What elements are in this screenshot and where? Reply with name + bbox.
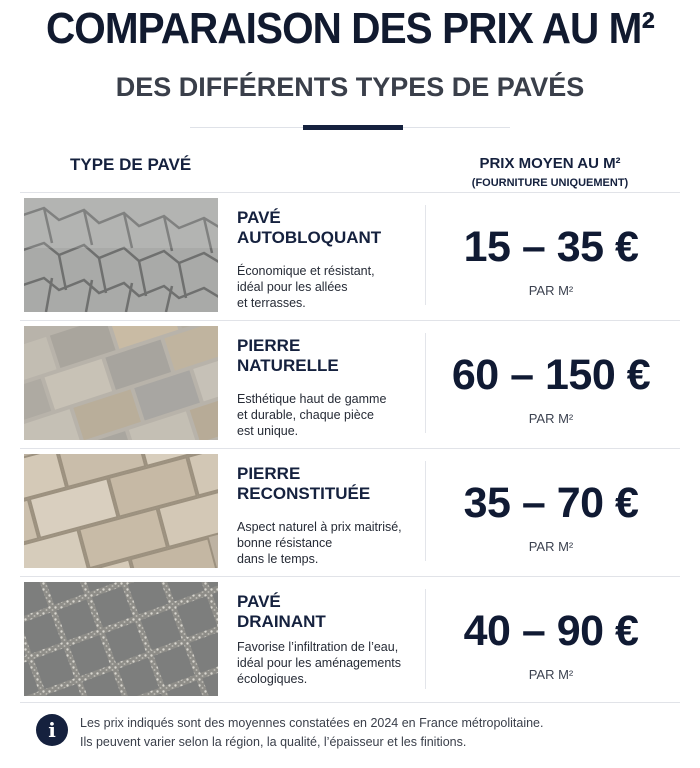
column-header-price-note: (FOURNITURE UNIQUEMENT)	[471, 177, 629, 189]
paver-description-line: dans le temps.	[237, 552, 319, 566]
paver-description-line: idéal pour les aménagements	[237, 656, 401, 670]
paver-name-line: NATURELLE	[237, 356, 339, 375]
price-range: 15 – 35 €	[463, 223, 639, 271]
paver-description-line: idéal pour les allées	[237, 280, 348, 294]
column-header-price-label: PRIX MOYEN AU M²	[479, 155, 621, 172]
page-title: COMPARAISON DES PRIX AU M²	[45, 4, 655, 53]
paver-row-drainant	[0, 577, 700, 702]
title-divider-accent	[303, 125, 403, 130]
interlocking-paver-image	[24, 198, 218, 312]
paver-name-line: AUTOBLOQUANT	[237, 228, 382, 247]
reconstituted-stone-image	[24, 454, 218, 568]
paver-name-line: DRAINANT	[237, 612, 326, 631]
natural-stone-image	[24, 326, 218, 440]
paver-description-line: Aspect naturel à prix maitrisé,	[237, 520, 402, 534]
paver-description-line: et durable, chaque pièce	[237, 408, 374, 422]
footer-note-line: Ils peuvent varier selon la région, la qualité, l’épaisseur et les finitions.	[80, 735, 467, 749]
paver-row-pierre-reconstituee	[0, 449, 700, 574]
price-range: 40 – 90 €	[463, 607, 639, 655]
paver-row-pierre-naturelle	[0, 321, 700, 446]
column-header-type: TYPE DE PAVÉ	[70, 155, 192, 174]
paver-row-autobloquant	[0, 193, 700, 318]
price-unit: PAR M²	[528, 411, 574, 426]
paver-description-line: Économique et résistant,	[237, 264, 375, 278]
footer-divider	[20, 702, 680, 703]
permeable-paver-image	[24, 582, 218, 696]
paver-description	[237, 519, 422, 567]
price-unit: PAR M²	[528, 667, 574, 682]
paver-name	[237, 208, 381, 248]
paver-name	[237, 592, 326, 632]
paver-name-line: RECONSTITUÉE	[237, 484, 371, 503]
paver-name	[237, 464, 370, 504]
column-header-price	[430, 155, 670, 189]
price-range: 60 – 150 €	[451, 351, 651, 399]
column-divider	[425, 333, 426, 433]
paver-description	[237, 263, 422, 311]
price-unit: PAR M²	[528, 539, 574, 554]
paver-description-line: et terrasses.	[237, 296, 306, 310]
paver-description-line: écologiques.	[237, 672, 308, 686]
info-icon: i	[36, 714, 68, 746]
paver-name-line: PIERRE	[237, 464, 301, 483]
paver-description	[237, 391, 422, 439]
footer-note-line: Les prix indiqués sont des moyennes constatées en 2024 en France métropolitaine.	[80, 716, 544, 730]
paver-name	[237, 336, 339, 376]
paver-description	[237, 639, 422, 687]
paver-name-line: PIERRE	[237, 336, 301, 355]
paver-name-line: PAVÉ	[237, 208, 281, 227]
paver-description-line: bonne résistance	[237, 536, 333, 550]
paver-description-line: Esthétique haut de gamme	[237, 392, 387, 406]
price-unit: PAR M²	[528, 283, 574, 298]
price-range: 35 – 70 €	[463, 479, 639, 527]
footer-note	[80, 714, 680, 752]
paver-description-line: est unique.	[237, 424, 299, 438]
column-divider	[425, 205, 426, 305]
paver-description-line: Favorise l’infiltration de l’eau,	[237, 640, 399, 654]
paver-name-line: PAVÉ	[237, 592, 281, 611]
column-divider	[425, 461, 426, 561]
column-divider	[425, 589, 426, 689]
page-subtitle: DES DIFFÉRENTS TYPES DE PAVÉS	[115, 72, 585, 102]
